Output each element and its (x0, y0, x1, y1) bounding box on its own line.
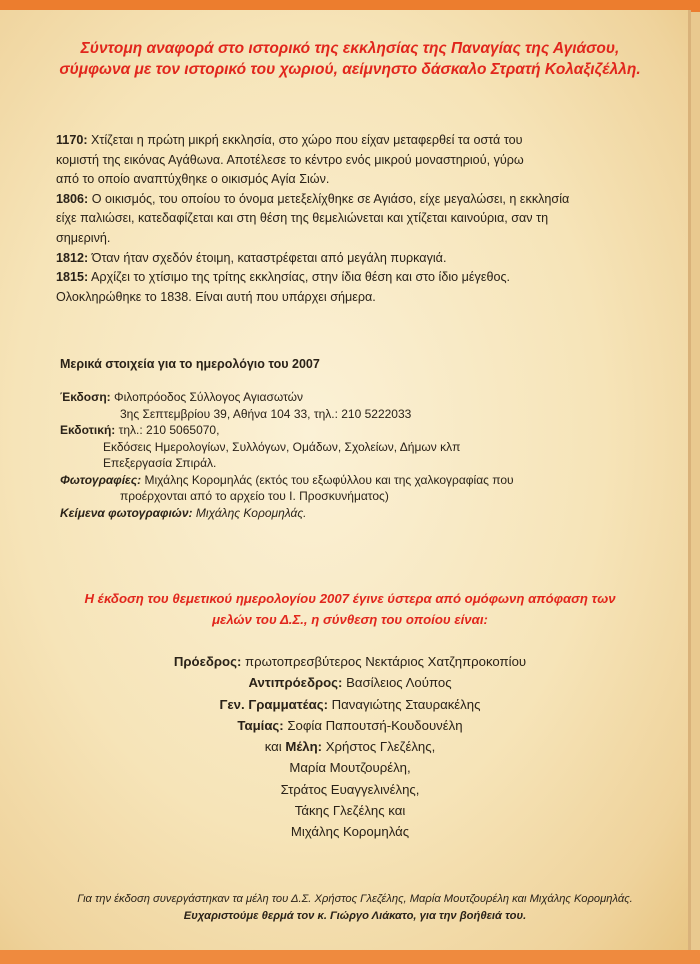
calendar-details (60, 389, 514, 521)
board-list (150, 651, 550, 843)
member-name: Μιχάλης Κορομηλάς (290, 824, 410, 840)
photos-line-2: προέρχονται από το αρχείο του Ι. Προσκυνήματος) (120, 489, 389, 503)
treasurer-label: Ταμίας: (237, 717, 284, 733)
photo-texts-value: Μιχάλης Κορομηλάς. (192, 505, 307, 520)
history-text: Ολοκληρώθηκε το 1838. Είναι αυτή που υπάρχει σήμερα. (56, 289, 376, 304)
history-year: 1170: (56, 133, 88, 147)
history-text: Αρχίζει το χτίσιμο της τρίτης εκκλησίας, στην ίδια θέση και στο ίδιο μέγεθος. (88, 270, 511, 285)
publisher-label: Έκδοση: (60, 390, 111, 404)
history-section (56, 131, 646, 307)
history-line (56, 288, 646, 308)
board-president (150, 651, 550, 672)
history-line (56, 249, 646, 269)
orange-frame-bottom (0, 950, 700, 964)
history-year: 1812: (56, 250, 89, 265)
vice-label: Αντιπρόεδρος: (248, 675, 343, 691)
printer-value: τηλ.: 210 5065070, (115, 423, 220, 437)
title-line-2: σύμφωνα με τον ιστορικό του χωριού, αείμνηστο δάσκαλο Στρατή Κολαξιζέλλη. (59, 61, 641, 78)
photos-value: Μιχάλης Κορομηλάς (εκτός του εξωφύλλου και της χαλκογραφίας που (141, 472, 514, 487)
history-year: 1815: (56, 270, 89, 285)
board-secretary (150, 694, 550, 715)
board-vice (150, 672, 550, 693)
members-label: Μέλη: (285, 739, 323, 755)
vice-name: Βασίλειος Λούπος (342, 675, 452, 691)
member-name: Τάκης Γλεζέλης και (294, 803, 406, 819)
note-line-2: μελών του Δ.Σ., η σύνθεση του οποίου είναι: (212, 612, 488, 627)
publisher-address: 3ης Σεπτεμβρίου 39, Αθήνα 104 33, τηλ.: 210 5222033 (120, 406, 412, 421)
page-title (20, 38, 680, 80)
board-intro-note (40, 588, 660, 630)
secretary-name: Παναγιώτης Σταυρακέλης (327, 696, 481, 712)
president-label: Πρόεδρος: (173, 654, 242, 669)
board-members (150, 736, 550, 757)
treasurer-name: Σοφία Παπουτσή-Κουδουνέλη (283, 717, 463, 733)
history-text: Χτίζεται η πρώτη μικρή εκκλησία, στο χώρο που είχαν μεταφερθεί τα οστά του (87, 133, 523, 147)
footer-credits (20, 891, 690, 925)
printer-row (60, 422, 514, 439)
photos-row (60, 472, 514, 489)
publisher-row (60, 389, 514, 406)
secretary-label: Γεν. Γραμματέας: (219, 696, 328, 712)
history-text: κομιστή της εικόνας Αγάθωνα. Αποτέλεσε το κέντρο ενός μικρού μοναστηριού, γύρω (56, 152, 524, 167)
photos-label: Φωτογραφίες: (60, 472, 142, 487)
history-text: σημερινή. (56, 230, 111, 245)
note-line-1: Η έκδοση του θεμετικού ημερολογίου 2007 έγινε ύστερα από ομόφωνη απόφαση των (84, 591, 616, 606)
history-line (56, 190, 646, 210)
history-text: από το οποίο αναπτύχθηκε ο οικισμός Αγία Σιών. (56, 172, 330, 187)
history-line (56, 209, 646, 229)
photo-texts-label: Κείμενα φωτογραφιών: (60, 505, 193, 520)
member-name: Μαρία Μουτζουρέλη, (289, 760, 411, 776)
members-prefix: και (264, 739, 286, 755)
history-line (56, 170, 646, 190)
calendar-heading: Μερικά στοιχεία για το ημερολόγιο του 2007 (60, 357, 320, 371)
history-line (56, 229, 646, 249)
history-text: είχε παλιώσει, κατεδαφίζεται και στη θέση της θεμελιώνεται και χτίζεται καινούρια, σαν τη (56, 211, 549, 226)
photo-texts-row (60, 505, 514, 522)
board-treasurer (150, 715, 550, 736)
president-name: πρωτοπρεσβύτερος Νεκτάριος Χατζηπροκοπίου (241, 654, 527, 669)
footer-line-1: Για την έκδοση συνεργάστηκαν τα μέλη του Δ.Σ. Χρήστος Γλεζέλης, Μαρία Μουτζουρέλη και Μιχάλης Κορομηλάς. (77, 893, 633, 905)
printer-line-3: Επεξεργασία Σπιράλ. (103, 456, 217, 470)
history-text: Ο οικισμός, του οποίου το όνομα μετεξελίχθηκε σε Αγιάσο, είχε μεγαλώσει, η εκκλησία (88, 191, 570, 206)
member-name: Χρήστος Γλεζέλης, (322, 739, 436, 755)
member-name: Στράτος Ευαγγελινέλης, (280, 781, 420, 797)
printer-line-2: Εκδόσεις Ημερολογίων, Συλλόγων, Ομάδων, Σχολείων, Δήμων κλπ (103, 439, 461, 454)
history-line (56, 268, 646, 288)
printer-label: Εκδοτική: (60, 423, 116, 437)
history-text: Όταν ήταν σχεδόν έτοιμη, καταστρέφεται από μεγάλη πυρκαγιά. (88, 250, 447, 265)
title-line-1: Σύντομη αναφορά στο ιστορικό της εκκλησίας της Παναγίας της Αγιάσου, (80, 40, 620, 57)
history-year: 1806: (56, 191, 89, 206)
history-line (56, 151, 646, 171)
footer-thanks: Ευχαριστούμε θερμά τον κ. Γιώργο Λιάκατο, για την βοήθειά του. (183, 910, 527, 922)
history-line (56, 131, 646, 151)
publisher-value: Φιλοπρόοδος Σύλλογος Αγιασωτών (110, 390, 304, 404)
